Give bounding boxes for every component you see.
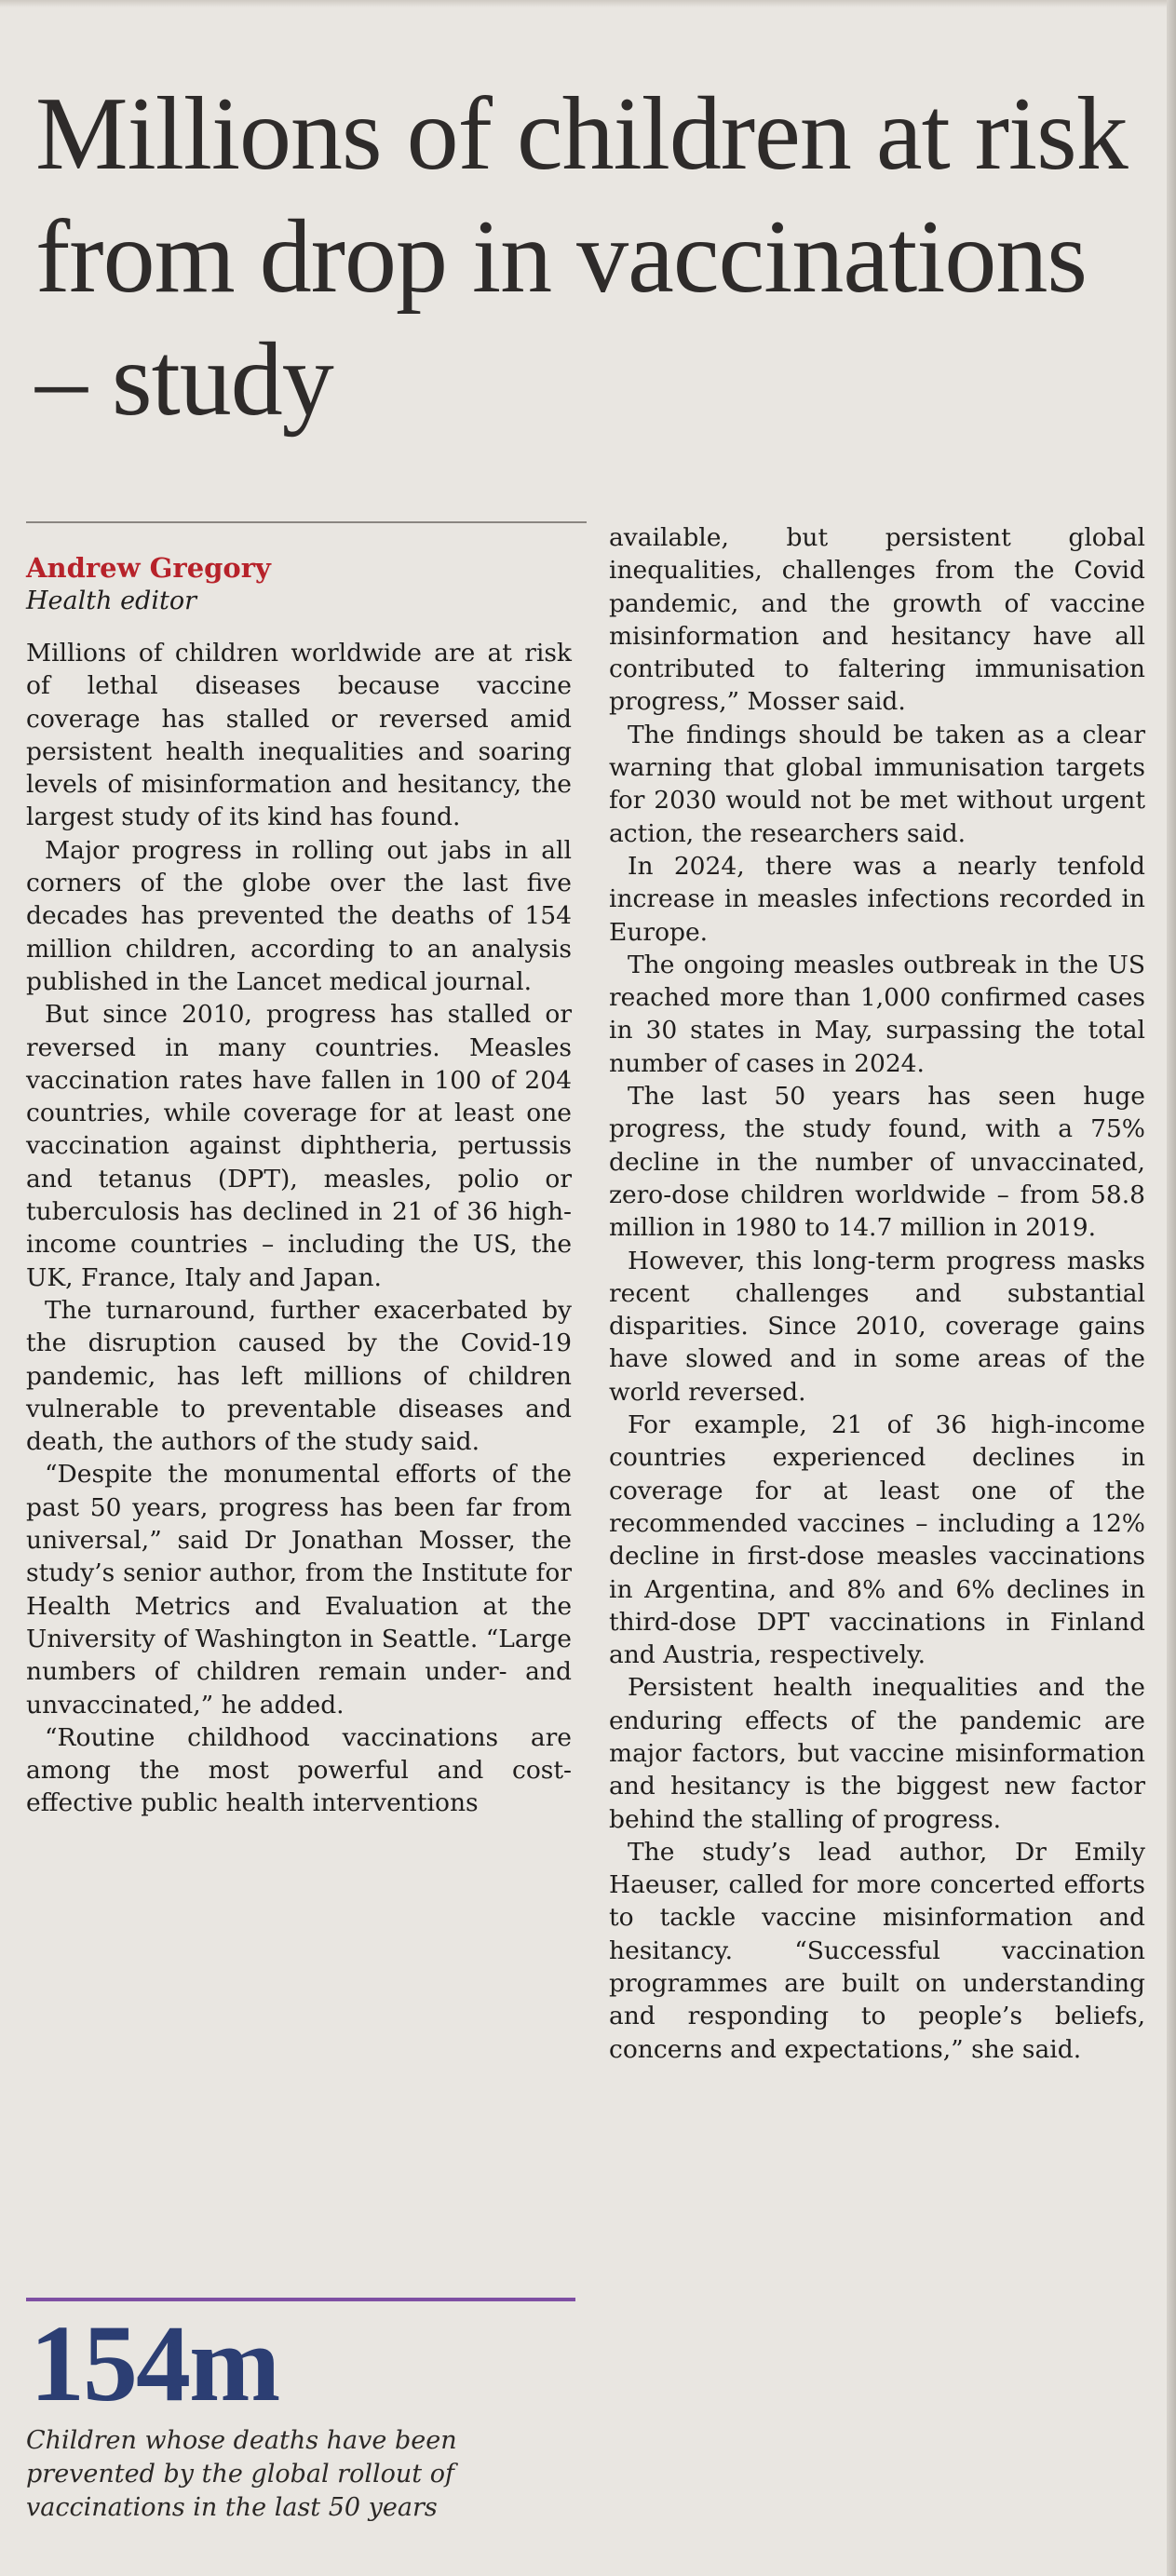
- paragraph: The last 50 years has seen huge progress, the study found, with a 75% decline in the number of unvaccinated, zero-dose children worldwide – from 58.8 million in 1980 to 14.7 million in 2019.: [609, 1082, 1145, 1243]
- paragraph: However, this long-term progress masks recent challenges and substantial disparities. Since 2010, coverage gains have slowed and in some areas of the world reversed.: [609, 1246, 1145, 1407]
- paper-edge-right: [1167, 0, 1176, 2576]
- byline-role: Health editor: [26, 587, 196, 615]
- paragraph: “Despite the monumental efforts of the past 50 years, progress has been far from universal,” said Dr Jonathan Mosser, the study’s senior author, from the Institute for Health Metrics and Evaluation at the University of Washington in Seattle. “Large numbers of children remain under- and unvaccinated,” he added.: [26, 1460, 572, 1720]
- paragraph: Persistent health inequalities and the enduring effects of the pandemic are major factors, but vaccine misinformation and hesitancy is the biggest new factor behind the stalling of progress.: [609, 1673, 1145, 1834]
- headline: Millions of children at risk from drop in vaccinations – study: [35, 76, 1128, 438]
- paragraph: “Routine childhood vaccinations are among the most powerful and cost-effective public health interventions: [26, 1722, 572, 1818]
- paragraph: But since 2010, progress has stalled or reversed in many countries. Measles vaccination rates have fallen in 100 of 204 countries, while coverage for at least one vaccination against diphtheria, pertussis and tetanus (DPT), measles, polio or tuberculosis has declined in 21 of 36 high-income countries – including the US, the UK, France, Italy and Japan.: [26, 1000, 572, 1292]
- paragraph: available, but persistent global inequalities, challenges from the Covid pandemic, and the growth of vaccine misinformation and hesitancy have all contributed to faltering immunisation progress,” Mosser said.: [609, 523, 1145, 717]
- right-column: [609, 521, 1145, 2066]
- paragraph: In 2024, there was a nearly tenfold increase in measles infections recorded in Europe.: [609, 851, 1145, 947]
- paragraph: Major progress in rolling out jabs in all corners of the globe over the last five decades has prevented the deaths of 154 million children, according to an analysis published in the Lancet medical journal.: [26, 835, 572, 996]
- pull-quote-box: [26, 2298, 575, 2525]
- paragraph: The study’s lead author, Dr Emily Haeuser, called for more concerted efforts to tackle vaccine misinformation and hesitancy. “Successful vaccination programmes are built on understanding and responding to people’s beliefs, concerns and expectations,” she said.: [609, 1837, 1145, 2064]
- paragraph: The ongoing measles outbreak in the US reached more than 1,000 confirmed cases in 30 states in May, surpassing the total number of cases in 2024.: [609, 950, 1145, 1078]
- paragraph: Millions of children worldwide are at risk of lethal diseases because vaccine coverage has stalled or reversed amid persistent health inequalities and soaring levels of misinformation and hesitancy, the largest study of its kind has found.: [26, 639, 572, 832]
- paragraph: The findings should be taken as a clear warning that global immunisation targets for 2030 would not be met without urgent action, the researchers said.: [609, 720, 1145, 848]
- pull-quote-caption: Children whose deaths have been prevented by the global rollout of vaccinations in the last 50 years: [26, 2426, 457, 2522]
- paper-edge-top: [0, 0, 1176, 7]
- byline-author: Andrew Gregory: [26, 552, 271, 584]
- paragraph: For example, 21 of 36 high-income countries experienced declines in coverage for at least one of the recommended vaccines – including a 12% decline in first-dose measles vaccinations in Argentina, and 8% and 6% declines in third-dose DPT vaccinations in Finland and Austria, respectively.: [609, 1410, 1145, 1670]
- byline-rule: [26, 521, 587, 523]
- left-column: [26, 534, 572, 1820]
- pull-quote-figure: 154m: [30, 2302, 279, 2424]
- paragraph: The turnaround, further exacerbated by the disruption caused by the Covid-19 pandemic, has left millions of children vulnerable to preventable diseases and death, the authors of the study said.: [26, 1295, 572, 1457]
